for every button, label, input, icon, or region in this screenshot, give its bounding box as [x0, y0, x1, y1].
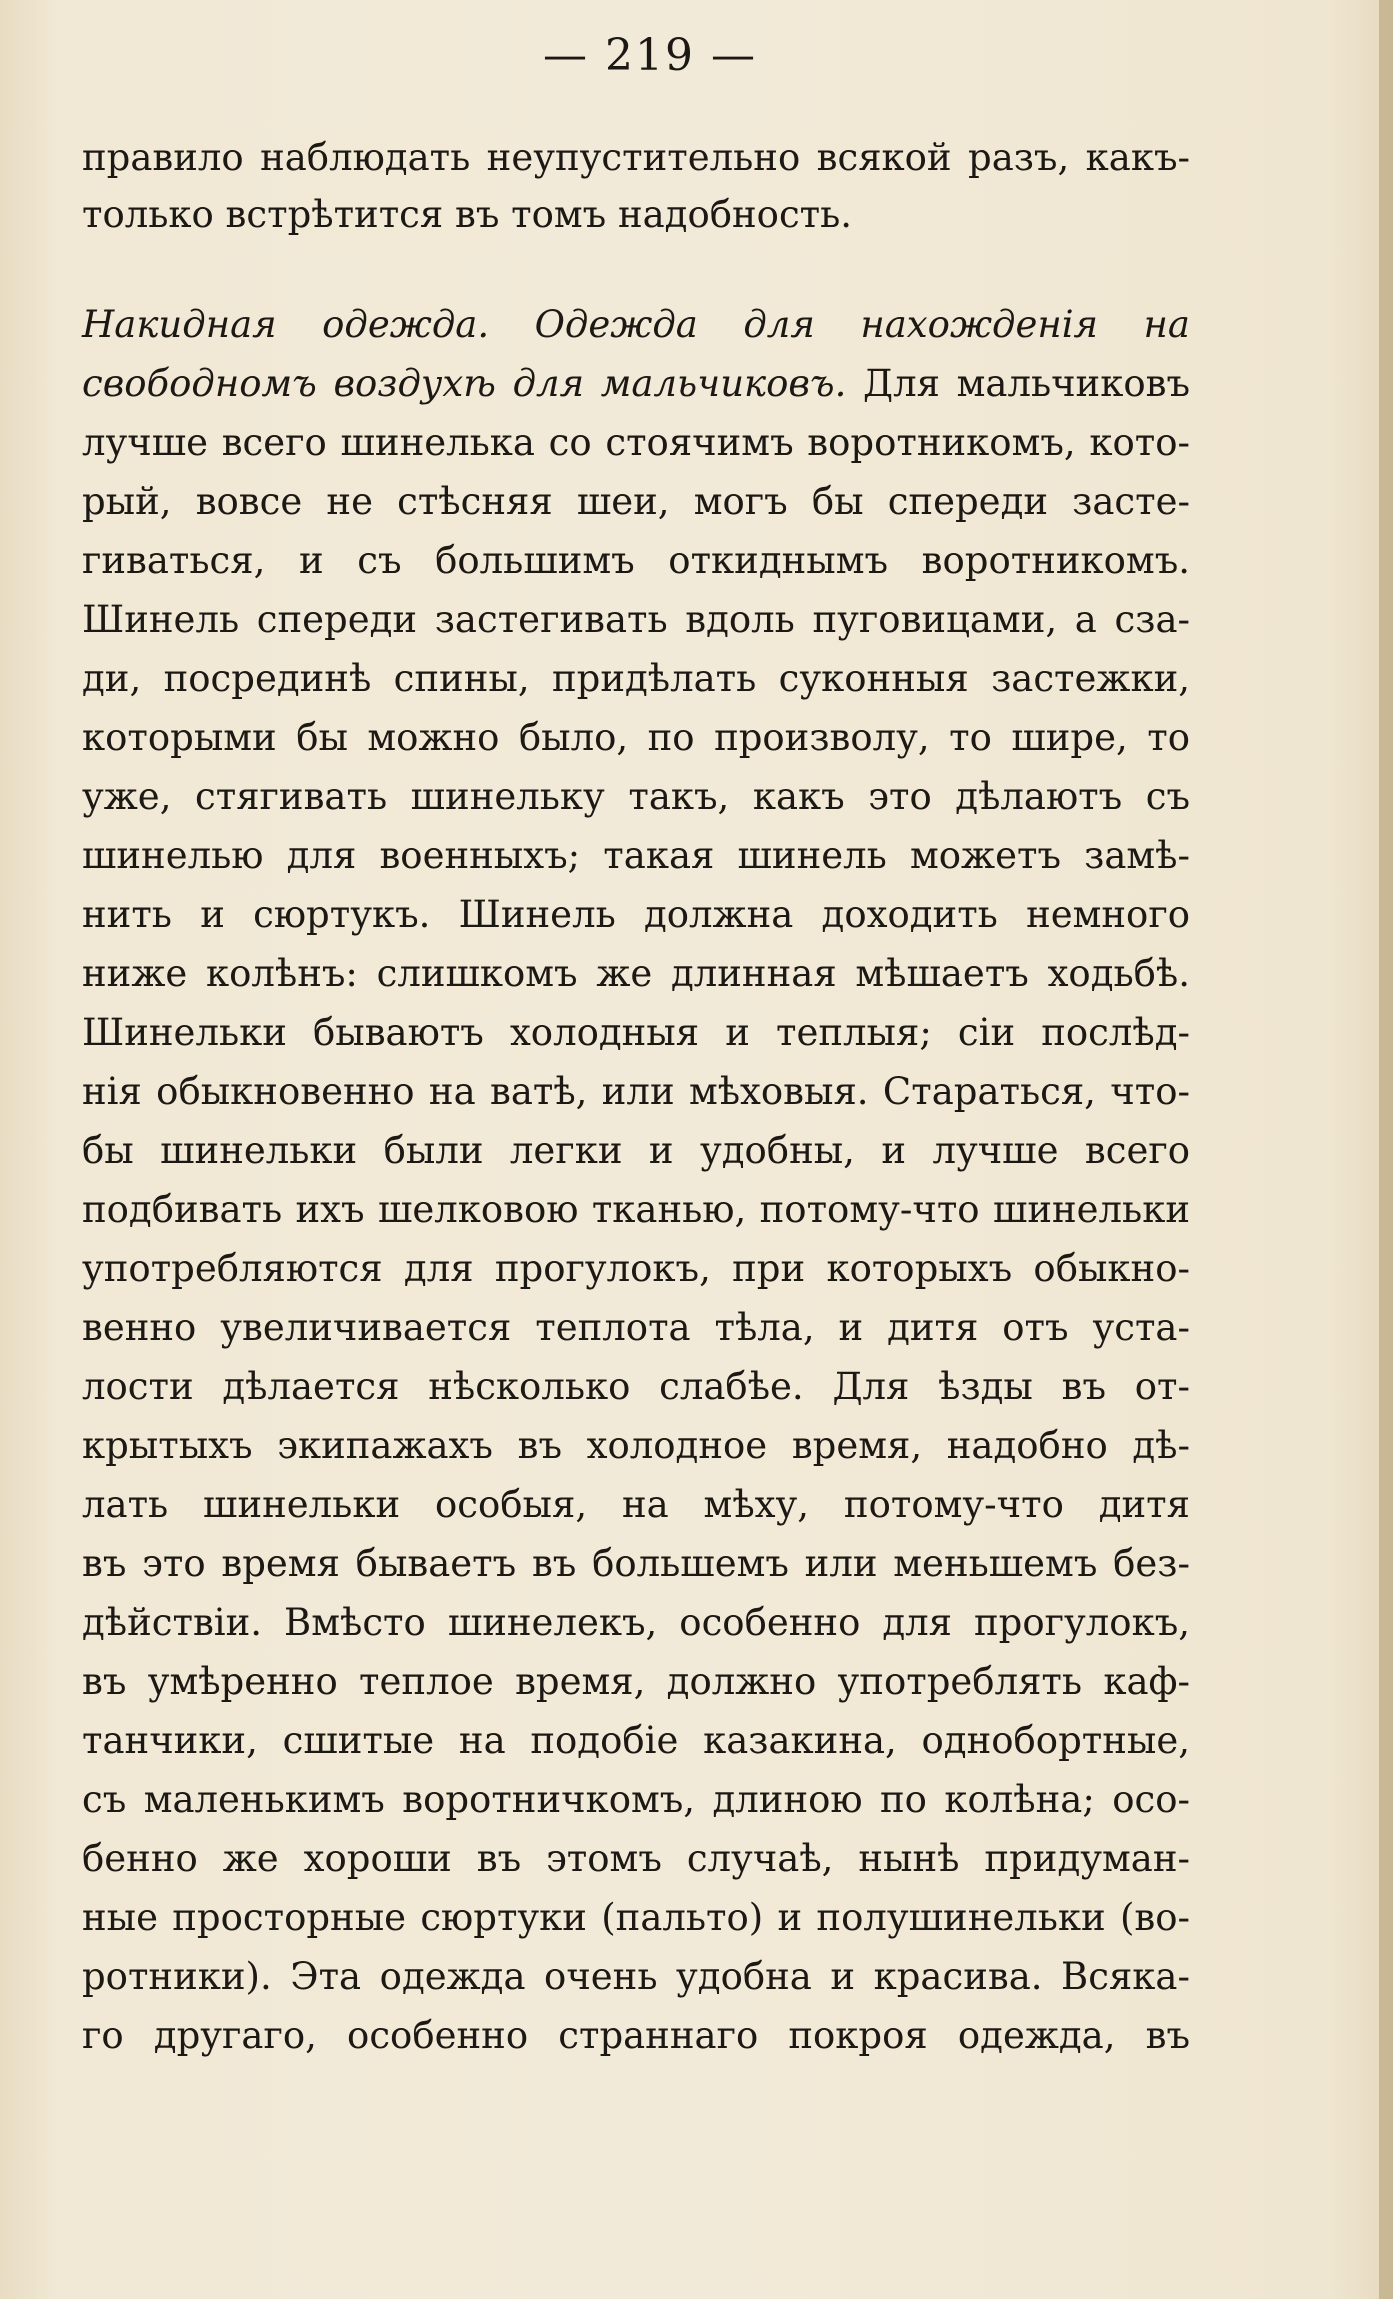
page-edge-shadow: [1379, 0, 1393, 2299]
text-line: лучше всего шинелька со стоячимъ воротникомъ, кото-: [82, 421, 1190, 464]
text-line: венно увеличивается теплота тѣла, и дитя отъ уста-: [82, 1306, 1190, 1349]
text-line: ниже колѣнъ: слишкомъ же длинная мѣшаетъ ходьбѣ.: [82, 952, 1190, 995]
text-line: употребляются для прогулокъ, при которыхъ обыкно-: [82, 1247, 1190, 1290]
text-line: ные просторные сюртуки (пальто) и полушинельки (во-: [82, 1896, 1190, 1939]
text-line: которыми бы можно было, по произволу, то шире, то: [82, 716, 1190, 759]
text-line: Шинельки бываютъ холодныя и теплыя; сіи послѣд-: [82, 1011, 1190, 1054]
text-line: съ маленькимъ воротничкомъ, длиною по колѣна; осо-: [82, 1778, 1190, 1821]
text-line: свободномъ воздухѣ для мальчиковъ. Для мальчиковъ: [82, 362, 1190, 405]
text-line: танчики, сшитые на подобіе казакина, однобортные,: [82, 1719, 1190, 1762]
text-line: бенно же хороши въ этомъ случаѣ, нынѣ придуман-: [82, 1837, 1190, 1880]
text-line: бы шинельки были легки и удобны, и лучше всего: [82, 1129, 1190, 1172]
text-line: правило наблюдать неупустительно всякой разъ, какъ-: [82, 136, 1190, 179]
text-line: въ это время бываетъ въ большемъ или меньшемъ без-: [82, 1542, 1190, 1585]
text-line: нить и сюртукъ. Шинель должна доходить немного: [82, 893, 1190, 936]
text-line: въ умѣренно теплое время, должно употреблять каф-: [82, 1660, 1190, 1703]
page-number: — 219 —: [543, 30, 757, 81]
text-line: шинелью для военныхъ; такая шинель можетъ замѣ-: [82, 834, 1190, 877]
text-line: крытыхъ экипажахъ въ холодное время, надобно дѣ-: [82, 1424, 1190, 1467]
text-line: лости дѣлается нѣсколько слабѣе. Для ѣзды въ от-: [82, 1365, 1190, 1408]
text-line: го другаго, особенно страннаго покроя одежда, въ: [82, 2014, 1190, 2057]
text-line: лать шинельки особыя, на мѣху, потому-что дитя: [82, 1483, 1190, 1526]
text-line: гиваться, и съ большимъ откиднымъ воротникомъ.: [82, 539, 1190, 582]
text-line: нія обыкновенно на ватѣ, или мѣховыя. Стараться, что-: [82, 1070, 1190, 1113]
text-line: ротники). Эта одежда очень удобна и красива. Всяка-: [82, 1955, 1190, 1998]
text-line: уже, стягивать шинельку такъ, какъ это дѣлаютъ съ: [82, 775, 1190, 818]
section-heading-continued: свободномъ воздухѣ для мальчиковъ.: [82, 362, 847, 405]
section-heading: Накидная одежда. Одежда для нахожденія на: [82, 303, 1190, 346]
text-line: дѣйствіи. Вмѣсто шинелекъ, особенно для прогулокъ,: [82, 1601, 1190, 1644]
text-line: ди, посрединѣ спины, придѣлать суконныя застежки,: [82, 657, 1190, 700]
text-line: только встрѣтится въ томъ надобность.: [82, 193, 853, 236]
text-line: подбивать ихъ шелковою тканью, потому-что шинельки: [82, 1188, 1190, 1231]
text-line: рый, вовсе не стѣсняя шеи, могъ бы спереди засте-: [82, 480, 1190, 523]
text-line: Шинель спереди застегивать вдоль пуговицами, а сза-: [82, 598, 1190, 641]
